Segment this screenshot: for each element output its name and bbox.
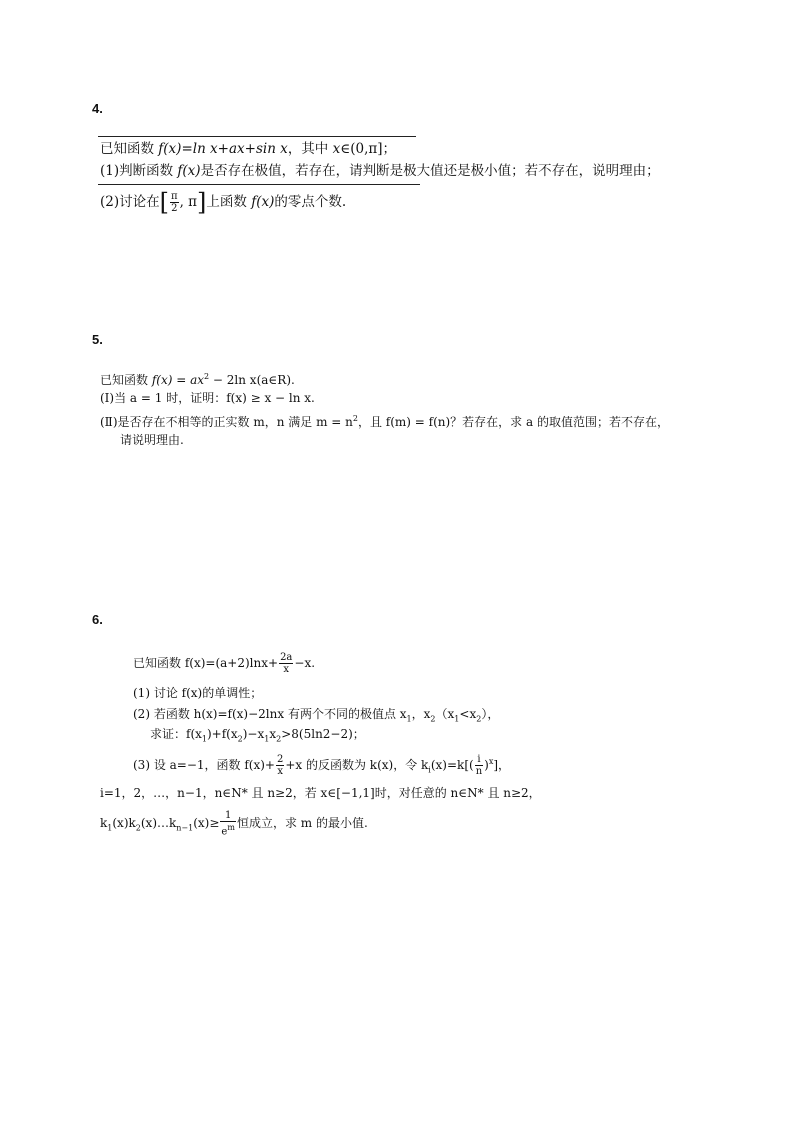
top-border <box>98 136 416 137</box>
part-3-cont: i=1，2，…，n−1，n∈N* 且 n≥2，若 x∈[−1,1]时，对任意的 n∈N* 且 n≥2， <box>100 786 541 800</box>
part-1: (Ⅰ)当 a = 1 时，证明：f(x) ≥ x − ln x. <box>100 391 315 405</box>
part-2-cont: 请说明理由. <box>120 433 184 447</box>
question-intro: 已知函数 f(x)=ln x+ax+sin x，其中 x∈(0,π]； <box>100 141 397 157</box>
part-2: (Ⅱ)是否存在不相等的正实数 m，n 满足 $m = n^2$，且 f(m) = f(n)？若存在，求 a 的取值范围；若不存在， <box>100 414 669 429</box>
part-2: (2) 若函数 h(x)=f(x)−2lnx 有两个不同的极值点 $x_1$，$x_2(x_1<x_2)$， <box>133 707 500 724</box>
question-number: 5. <box>92 332 103 347</box>
part-1: (1)判断函数 f(x)是否存在极值，若存在，请判断是极大值还是极小值；若不存在，说明理由； <box>100 163 660 179</box>
divider <box>98 184 420 185</box>
part-2: (2)讨论在[ $\frac{\pi}{2}$ , π]上函数 f(x)的零点个数. <box>100 188 347 217</box>
part-3: (3) 设 a=−1，函数 f(x)+ $\frac{2}{x}$ +x 的反函数为 k(x)，令 $k_i(x)=k$[( $\frac{i}{n}$ )$^x$]， <box>133 754 511 777</box>
question-intro: 已知函数 $f(x) = ax^2 - 2\ln$ x(a∈R). <box>100 372 295 387</box>
question-number: 6. <box>92 612 103 627</box>
part-2-proof: 求证：$f(x_1)+f(x_2)-x_1x_2>8(5\ln 2-2)$； <box>150 727 365 744</box>
question-intro: 已知函数 f(x)=(a+2)lnx+ $\frac{2a}{x}$ −x. <box>133 652 316 675</box>
part-1: (1) 讨论 f(x)的单调性； <box>133 686 263 700</box>
part-3-end: $k_1(x)k_2(x)\dots k_{n-1}(x)\ge$ $\frac{1}{e^m}$ 恒成立，求 m 的最小值. <box>100 810 368 838</box>
question-number: 4. <box>92 101 103 116</box>
